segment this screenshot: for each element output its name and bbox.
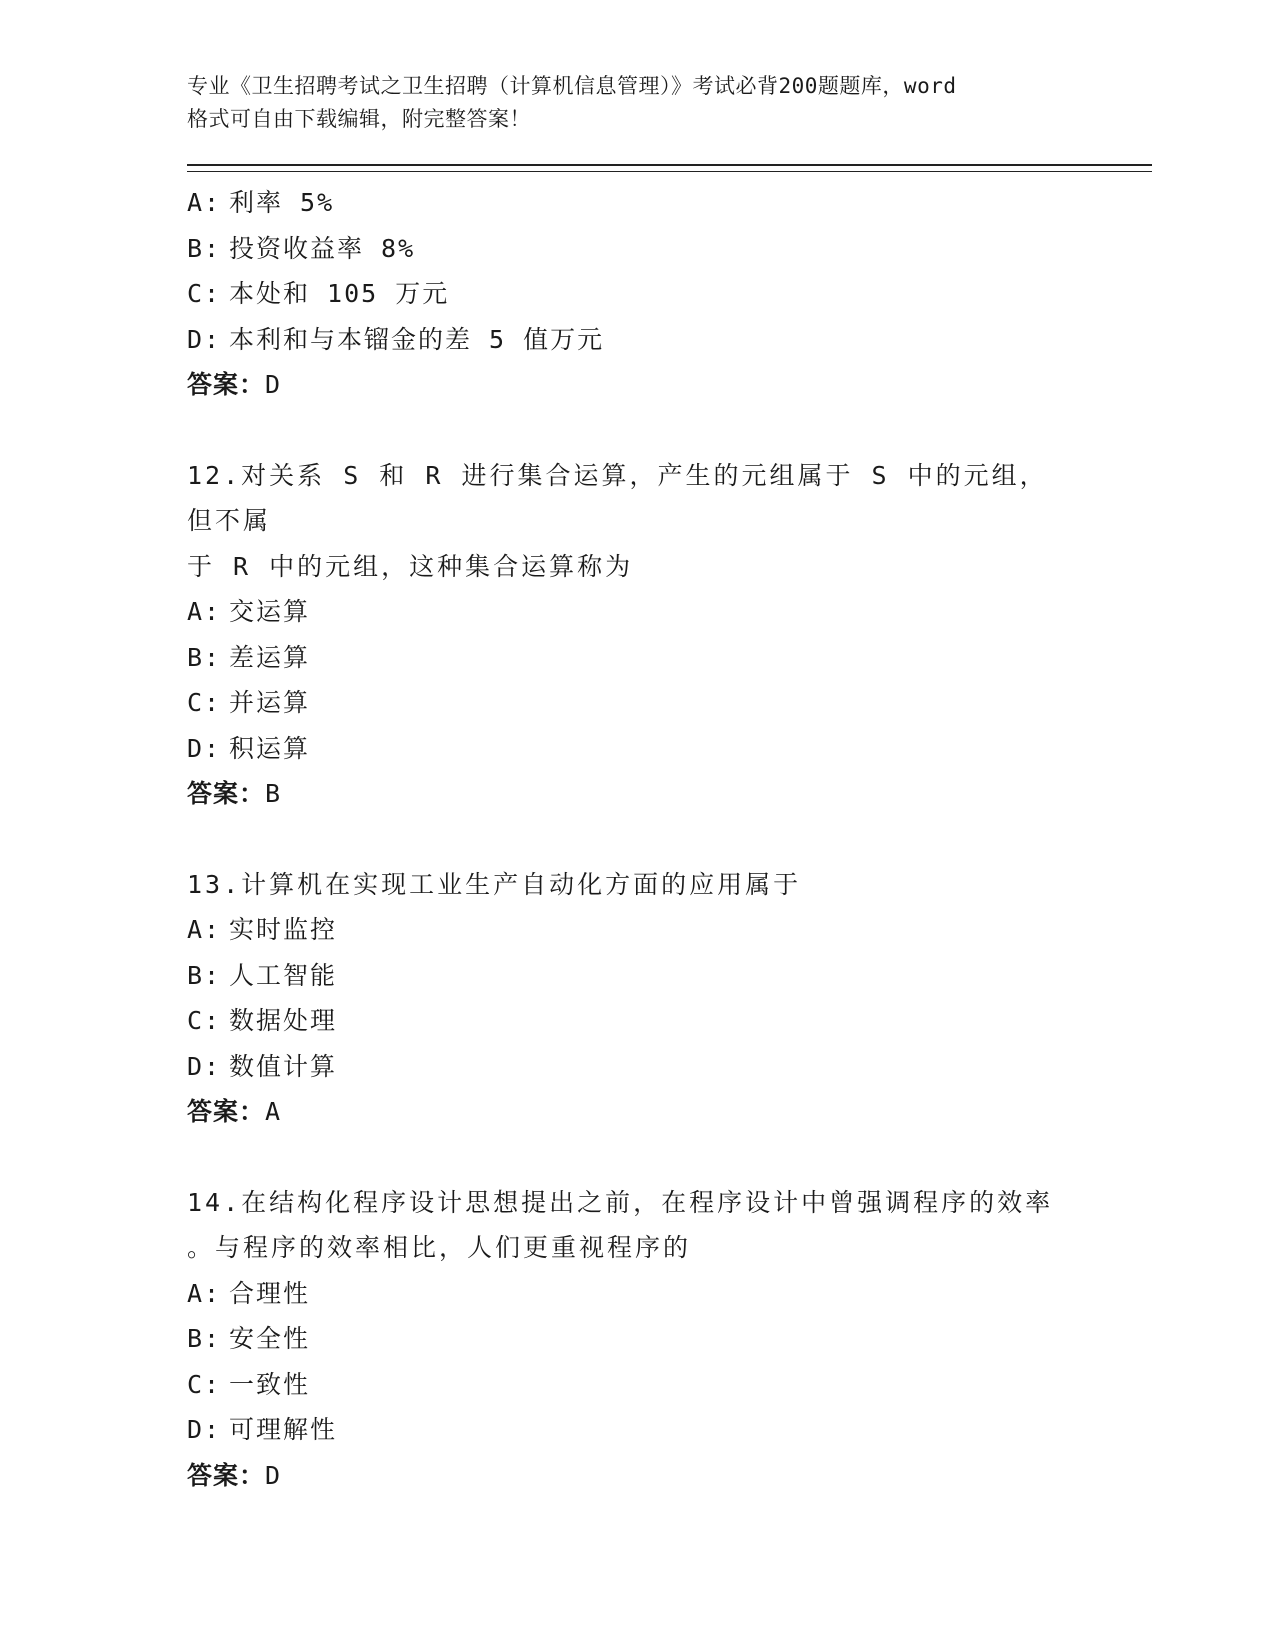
answer-value: B: [265, 779, 282, 808]
question-text-line: 于 R 中的元组，这种集合运算称为: [187, 551, 634, 581]
option-key: C:: [187, 1006, 222, 1035]
option-text: 交运算: [229, 597, 311, 626]
question-block-prev: [187, 180, 1147, 408]
option-key: D:: [187, 324, 222, 354]
option-key: C:: [187, 688, 222, 717]
option-text: 差运算: [229, 642, 311, 672]
option-a: [187, 180, 1147, 226]
option-b: [187, 635, 1147, 681]
option-a: [187, 1271, 1147, 1317]
answer-line: [187, 362, 1147, 408]
document-page: [187, 70, 1147, 1498]
option-key: C:: [187, 279, 222, 308]
option-text: 实时监控: [229, 915, 338, 944]
option-key: A:: [187, 188, 222, 217]
option-text: 可理解性: [229, 1415, 338, 1444]
answer-value: D: [265, 370, 282, 399]
spacer: [187, 408, 1147, 453]
question-text-line: 13.计算机在实现工业生产自动化方面的应用属于: [187, 869, 802, 899]
question-text: [187, 453, 1067, 590]
option-a: [187, 907, 1147, 953]
option-text: 并运算: [229, 688, 311, 717]
option-key: D:: [187, 1415, 222, 1444]
document-header: [187, 70, 1087, 136]
question-text: [187, 862, 1067, 908]
question-block-12: [187, 453, 1147, 817]
option-b: [187, 953, 1147, 999]
option-text: 投资收益率 8%: [229, 233, 416, 263]
option-key: A:: [187, 597, 222, 626]
question-text-line: 。与程序的效率相比，人们更重视程序的: [187, 1233, 692, 1262]
question-text-line: 12.对关系 S 和 R 进行集合运算，产生的元组属于 S 中的元组，但不属: [187, 460, 1048, 535]
option-b: [187, 1316, 1147, 1362]
answer-label: 答案：: [187, 1097, 266, 1126]
question-block-14: [187, 1180, 1147, 1499]
option-b: [187, 226, 1147, 272]
option-text: 合理性: [229, 1278, 311, 1308]
answer-value: A: [265, 1097, 282, 1126]
option-key: B:: [187, 233, 222, 263]
question-block-13: [187, 862, 1147, 1135]
answer-value: D: [265, 1460, 282, 1490]
option-text: 利率 5%: [229, 188, 335, 217]
header-divider: [187, 164, 1152, 172]
option-d: [187, 317, 1147, 363]
option-text: 安全性: [229, 1324, 311, 1353]
option-text: 人工智能: [229, 960, 338, 990]
option-c: [187, 680, 1147, 726]
option-text: 一致性: [229, 1369, 311, 1399]
option-key: B:: [187, 642, 222, 672]
option-c: [187, 271, 1147, 317]
answer-line: [187, 1089, 1147, 1135]
option-text: 数值计算: [229, 1051, 338, 1081]
answer-label: 答案：: [187, 1460, 266, 1490]
option-key: A:: [187, 915, 222, 944]
header-title-line-1: 专业《卫生招聘考试之卫生招聘（计算机信息管理）》考试必背200题题库，word: [187, 74, 957, 98]
spacer: [187, 817, 1147, 862]
option-a: [187, 589, 1147, 635]
option-text: 本利和与本镏金的差 5 值万元: [229, 324, 605, 354]
option-key: A:: [187, 1278, 222, 1308]
option-key: D:: [187, 1051, 222, 1081]
option-d: [187, 1044, 1147, 1090]
option-key: B:: [187, 1324, 222, 1353]
header-title-line-2: 格式可自由下载编辑，附完整答案！: [187, 107, 531, 131]
option-key: D:: [187, 733, 222, 763]
option-c: [187, 998, 1147, 1044]
option-d: [187, 1407, 1147, 1453]
answer-line: [187, 771, 1147, 817]
option-d: [187, 726, 1147, 772]
answer-label: 答案：: [187, 779, 266, 808]
option-text: 积运算: [229, 733, 311, 763]
option-text: 数据处理: [229, 1006, 338, 1035]
question-text: [187, 1180, 1067, 1271]
question-list: [187, 180, 1147, 1498]
answer-label: 答案：: [187, 370, 266, 399]
option-key: B:: [187, 960, 222, 990]
option-text: 本处和 105 万元: [229, 279, 450, 308]
option-key: C:: [187, 1369, 222, 1399]
option-c: [187, 1362, 1147, 1408]
spacer: [187, 1135, 1147, 1180]
question-text-line: 14.在结构化程序设计思想提出之前，在程序设计中曾强调程序的效率: [187, 1187, 1054, 1217]
answer-line: [187, 1453, 1147, 1499]
